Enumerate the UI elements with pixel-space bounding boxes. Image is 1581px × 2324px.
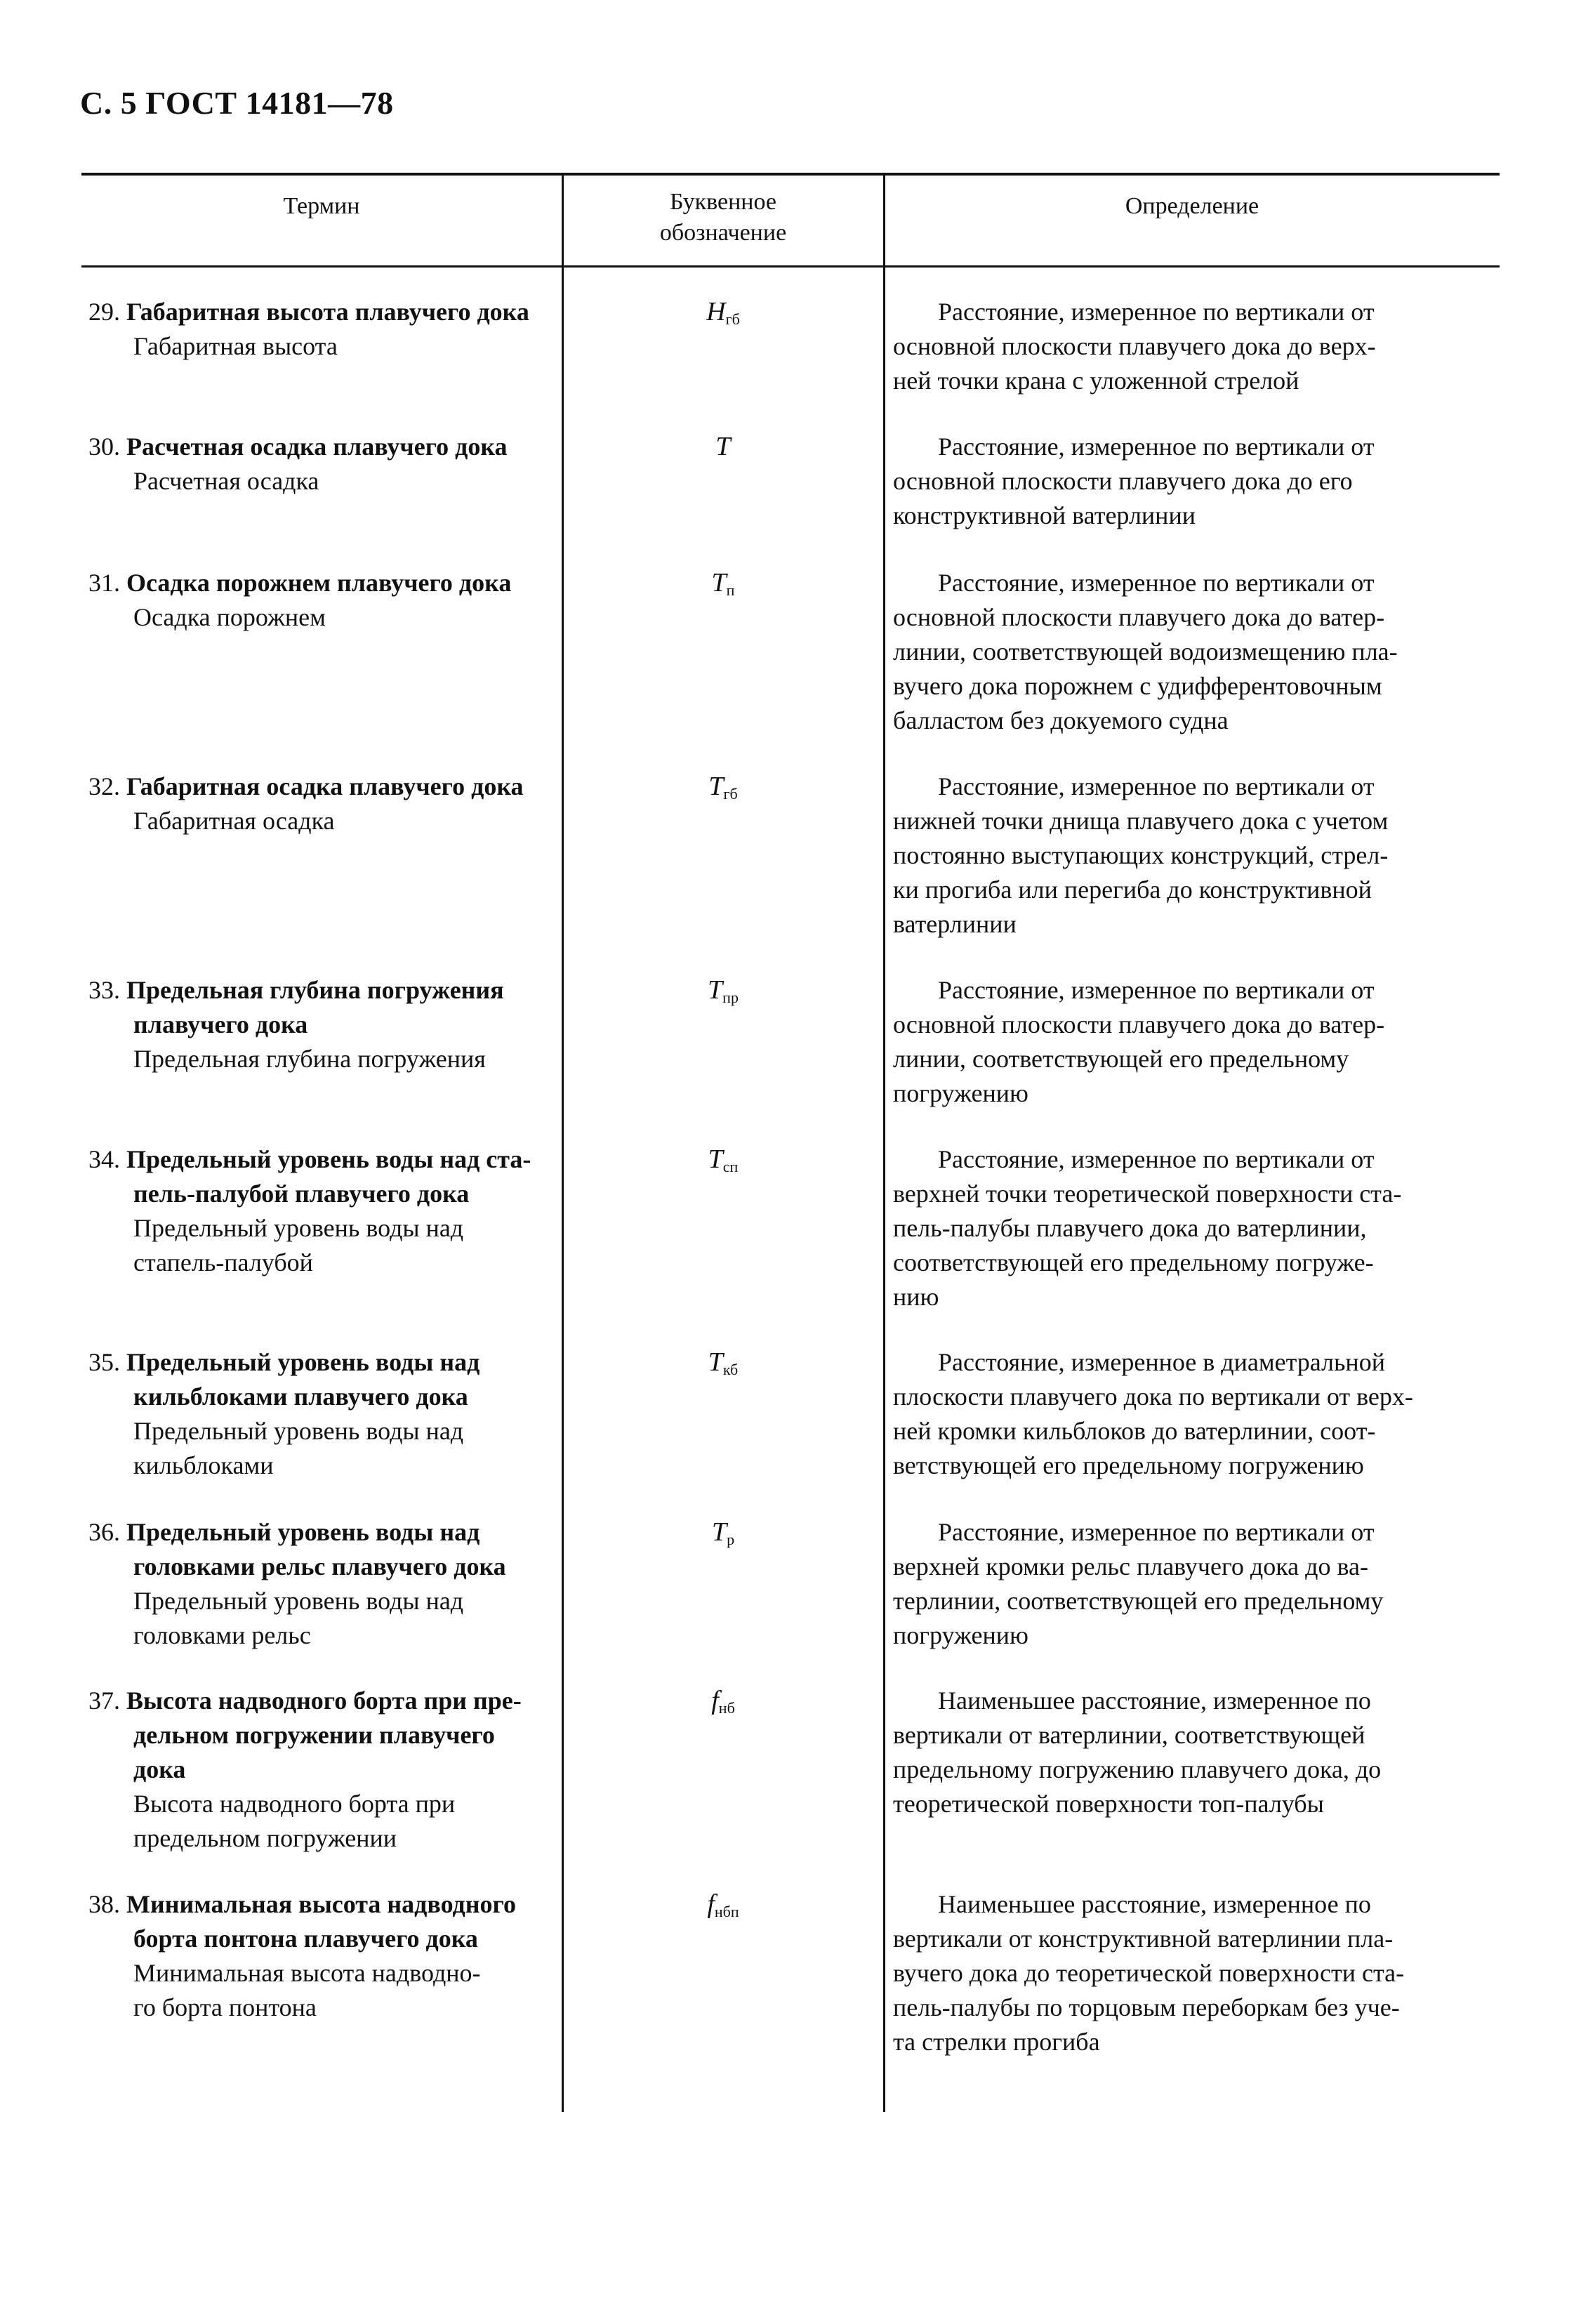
symbol-base: T: [711, 1517, 727, 1547]
term-short-form: стапель-палубой: [133, 1248, 313, 1276]
definition-line: плоскости плавучего дока по вертикали от верх-: [893, 1382, 1413, 1411]
term-first-line: [88, 1887, 552, 1922]
term-short-form: го борта понтона: [133, 1993, 317, 2021]
term-first-line: [88, 295, 552, 329]
definition-line: ки прогиба или перегиба до конструктивной: [893, 876, 1372, 904]
term-first-line: [88, 1684, 552, 1718]
term-short-form: Предельный уровень воды над: [133, 1587, 464, 1615]
definition-line: основной плоскости плавучего дока до ватер-: [893, 1010, 1385, 1038]
definition-line: терлинии, соответствующей его предельному: [893, 1587, 1384, 1615]
column-header-definition: Определение: [1125, 193, 1259, 219]
term-main: Габаритная осадка плавучего дока: [126, 772, 524, 800]
term-main: Осадка порожнем плавучего дока: [126, 569, 512, 597]
definition-line: Расстояние, измеренное по вертикали от: [938, 569, 1375, 597]
term-short-form: Минимальная высота надводно-: [133, 1959, 481, 1987]
definition-line: верхней точки теоретической поверхности ста-: [893, 1180, 1402, 1208]
term-number: 32.: [88, 772, 126, 800]
column-header-symbol: [563, 187, 883, 249]
symbol-base: f: [707, 1889, 715, 1919]
term-cell: [88, 1887, 552, 2025]
term-short-form: Осадка порожнем: [133, 603, 326, 631]
column-header-symbol-line2: обозначение: [659, 220, 787, 246]
symbol-base: T: [708, 975, 723, 1005]
term-cell: [88, 566, 552, 635]
symbol-base: H: [706, 297, 726, 326]
symbol-subscript: нб: [718, 1699, 735, 1717]
definition-cell: [893, 1515, 1488, 1653]
page-header: С. 5 ГОСТ 14181—78: [80, 85, 394, 121]
term-cell: [88, 430, 552, 499]
definition-cell: [893, 430, 1488, 533]
term-first-line: [88, 973, 552, 1008]
symbol-cell: [563, 1887, 883, 1929]
term-first-line: [88, 430, 552, 464]
symbol-cell: [563, 430, 883, 464]
definition-line: вертикали от конструктивной ватерлинии пла-: [893, 1924, 1394, 1953]
definition-cell: [893, 1345, 1488, 1483]
symbol-base: T: [715, 432, 731, 461]
term-main: Высота надводного борта при пре-: [126, 1686, 522, 1715]
term-cell: [88, 1684, 552, 1856]
definition-cell: [893, 566, 1488, 738]
symbol-base: T: [708, 1144, 723, 1174]
term-number: 34.: [88, 1145, 126, 1173]
definition-line: погружению: [893, 1621, 1028, 1649]
symbol-cell: [563, 1142, 883, 1184]
definition-cell: [893, 1142, 1488, 1314]
term-short-form: Габаритная высота: [133, 332, 338, 360]
definition-line: ней точки крана с уложенной стрелой: [893, 367, 1299, 395]
term-short-form: предельном погружении: [133, 1824, 397, 1852]
definition-line: Расстояние, измеренное по вертикали от: [938, 1518, 1375, 1546]
term-main: Расчетная осадка плавучего дока: [126, 433, 508, 461]
term-number: 30.: [88, 433, 126, 461]
definition-line: та стрелки прогиба: [893, 2028, 1100, 2056]
term-number: 29.: [88, 298, 126, 326]
symbol-cell: [563, 1684, 883, 1725]
column-header-symbol-line1: Буквенное: [669, 189, 777, 215]
symbol-base: f: [711, 1686, 719, 1715]
definition-line: основной плоскости плавучего дока до его: [893, 467, 1353, 495]
definition-line: Расстояние, измеренное по вертикали от: [938, 1145, 1375, 1173]
definition-line: ней кромки кильблоков до ватерлинии, соот-: [893, 1417, 1376, 1445]
definition-cell: [893, 1684, 1488, 1821]
term-short-form: Предельная глубина погружения: [133, 1045, 486, 1073]
term-number: 31.: [88, 569, 126, 597]
definition-line: Наименьшее расстояние, измеренное по: [938, 1686, 1371, 1715]
term-number: 36.: [88, 1518, 126, 1546]
definition-line: постоянно выступающих конструкций, стрел-: [893, 841, 1389, 869]
definition-line: пель-палубы плавучего дока до ватерлинии,: [893, 1214, 1367, 1242]
definition-line: верхней кромки рельс плавучего дока до ва-: [893, 1552, 1368, 1580]
definition-line: погружению: [893, 1079, 1028, 1107]
term-cell: [88, 1515, 552, 1653]
term-number: 33.: [88, 976, 126, 1004]
term-first-line: [88, 1142, 552, 1177]
definition-line: вертикали от ватерлинии, соответствующей: [893, 1721, 1365, 1749]
definition-line: соответствующей его предельному погруже-: [893, 1248, 1374, 1276]
definition-line: линии, соответствующей его предельному: [893, 1045, 1349, 1073]
definition-line: пель-палубы по торцовым переборкам без уче-: [893, 1993, 1400, 2021]
definition-line: ветствующей его предельному погружению: [893, 1451, 1364, 1479]
symbol-cell: [563, 1345, 883, 1387]
term-short-form: головками рельс: [133, 1621, 311, 1649]
symbol-base: T: [708, 772, 724, 801]
symbol-cell: [563, 973, 883, 1015]
symbol-cell: [563, 770, 883, 811]
definition-line: предельному погружению плавучего дока, до: [893, 1755, 1382, 1783]
term-cell: [88, 1142, 552, 1280]
term-short-form: кильблоками: [133, 1451, 274, 1479]
term-main: Предельная глубина погружения: [126, 976, 504, 1004]
column-header-term: Термин: [283, 193, 360, 219]
term-main-continued: дельном погружении плавучего: [133, 1721, 495, 1749]
definition-line: Расстояние, измеренное в диаметральной: [938, 1348, 1385, 1376]
definition-line: основной плоскости плавучего дока до верх-: [893, 332, 1376, 360]
term-main: Габаритная высота плавучего дока: [126, 298, 529, 326]
definition-line: вучего дока порожнем с удифферентовочным: [893, 672, 1382, 700]
term-first-line: [88, 1515, 552, 1550]
term-main: Предельный уровень воды над ста-: [126, 1145, 531, 1173]
definition-line: Наименьшее расстояние, измеренное по: [938, 1890, 1371, 1918]
term-first-line: [88, 770, 552, 804]
term-main-continued: кильблоками плавучего дока: [133, 1382, 468, 1411]
term-main: Предельный уровень воды над: [126, 1348, 480, 1376]
term-cell: [88, 295, 552, 364]
term-cell: [88, 1345, 552, 1483]
definition-line: Расстояние, измеренное по вертикали от: [938, 976, 1375, 1004]
term-main-continued: плавучего дока: [133, 1010, 308, 1038]
symbol-subscript: сп: [722, 1158, 739, 1175]
term-first-line: [88, 566, 552, 600]
term-short-form: Расчетная осадка: [133, 467, 319, 495]
definition-line: теоретической поверхности топ-палубы: [893, 1790, 1324, 1818]
symbol-subscript: п: [726, 581, 735, 599]
term-short-form: Предельный уровень воды над: [133, 1417, 464, 1445]
symbol-base: T: [711, 568, 727, 597]
symbol-subscript: гб: [723, 785, 738, 803]
term-cell: [88, 770, 552, 838]
term-main-continued: головками рельс плавучего дока: [133, 1552, 506, 1580]
symbol-base: T: [708, 1347, 723, 1377]
term-number: 35.: [88, 1348, 126, 1376]
symbol-subscript: р: [727, 1531, 735, 1548]
term-main: Предельный уровень воды над: [126, 1518, 480, 1546]
definition-cell: [893, 973, 1488, 1111]
term-main-continued: дока: [133, 1755, 186, 1783]
symbol-cell: [563, 1515, 883, 1557]
term-cell: [88, 973, 552, 1076]
symbol-subscript: кб: [722, 1361, 739, 1378]
term-main: Минимальная высота надводного: [126, 1890, 516, 1918]
table-header-rule: [81, 265, 1500, 268]
definition-cell: [893, 295, 1488, 398]
definition-line: балластом без докуемого судна: [893, 706, 1229, 734]
term-short-form: Высота надводного борта при: [133, 1790, 456, 1818]
symbol-cell: [563, 566, 883, 607]
definition-line: Расстояние, измеренное по вертикали от: [938, 298, 1375, 326]
column-divider-2: [883, 174, 885, 2112]
symbol-cell: [563, 295, 883, 336]
symbol-subscript: пр: [722, 989, 739, 1006]
symbol-subscript: гб: [725, 310, 740, 328]
table-top-rule: [81, 173, 1500, 176]
definition-cell: [893, 770, 1488, 942]
definition-line: нию: [893, 1283, 939, 1311]
definition-cell: [893, 1887, 1488, 2059]
term-main-continued: пель-палубой плавучего дока: [133, 1180, 470, 1208]
definition-line: Расстояние, измеренное по вертикали от: [938, 433, 1375, 461]
definition-line: ватерлинии: [893, 910, 1017, 938]
definition-line: линии, соответствующей водоизмещению пла-: [893, 638, 1398, 666]
term-short-form: Предельный уровень воды над: [133, 1214, 464, 1242]
definition-line: Расстояние, измеренное по вертикали от: [938, 772, 1375, 800]
term-number: 38.: [88, 1890, 126, 1918]
symbol-subscript: нбп: [714, 1903, 739, 1920]
definition-line: нижней точки днища плавучего дока с учетом: [893, 807, 1389, 835]
term-main-continued: борта понтона плавучего дока: [133, 1924, 478, 1953]
definition-line: конструктивной ватерлинии: [893, 501, 1196, 529]
definition-line: вучего дока до теоретической поверхности ста-: [893, 1959, 1405, 1987]
term-number: 37.: [88, 1686, 126, 1715]
term-first-line: [88, 1345, 552, 1380]
definition-line: основной плоскости плавучего дока до ватер-: [893, 603, 1385, 631]
term-short-form: Габаритная осадка: [133, 807, 335, 835]
